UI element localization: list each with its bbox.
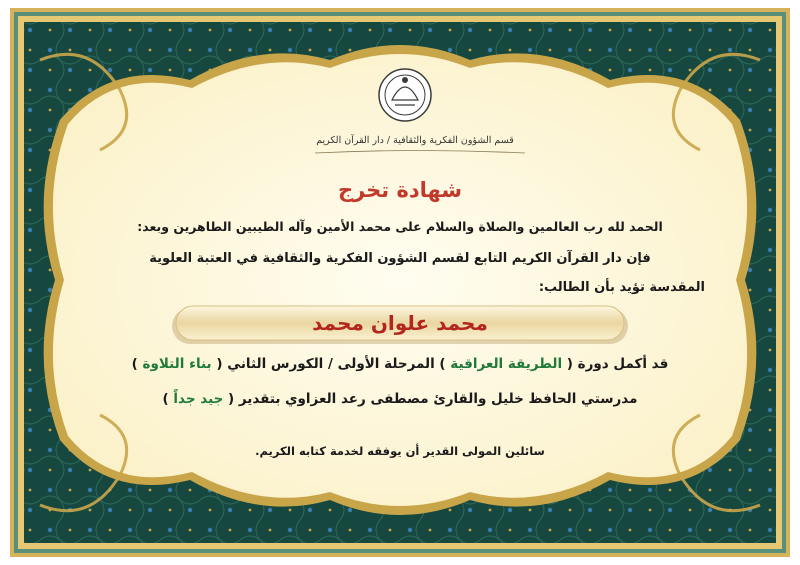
teachers-suffix: ) — [162, 391, 174, 407]
course-subject: بناء التلاوة — [142, 356, 212, 372]
opening-line: الحمد لله رب العالمين والصلاة والسلام على محمد الأمين وآله الطيبين الطاهرين وبعد: — [137, 219, 663, 234]
teachers-line — [100, 391, 700, 407]
course-line — [100, 356, 700, 372]
course-line-suffix: ) — [131, 356, 143, 372]
teachers-text: مدرستي الحافظ خليل والقارئ مصطفى رعد العزاوي بتقدير ( — [223, 391, 638, 407]
emblem-logo — [379, 69, 431, 121]
body-line-2: المقدسة تؤيد بأن الطالب: — [538, 280, 705, 295]
course-line-middle: ) المرحلة الأولى / الكورس الثاني ( — [211, 356, 451, 372]
body-line-1: فإن دار القرآن الكريم التابع لقسم الشؤون الفكرية والثقافية في العتبة العلوية — [149, 251, 651, 266]
closing-line: سائلين المولى القدير أن يوفقه لخدمة كتابه الكريم. — [255, 444, 545, 458]
organization-line: قسم الشؤون الفكرية والثقافية / دار القرآن الكريم — [316, 135, 514, 146]
course-name: الطريقة العراقية — [450, 356, 563, 372]
student-name: محمد علوان محمد — [312, 311, 488, 335]
certificate-title: شهادة تخرج — [337, 178, 463, 202]
grade: جيد جداً — [173, 391, 224, 407]
course-line-prefix: قد أكمل دورة ( — [562, 356, 669, 372]
